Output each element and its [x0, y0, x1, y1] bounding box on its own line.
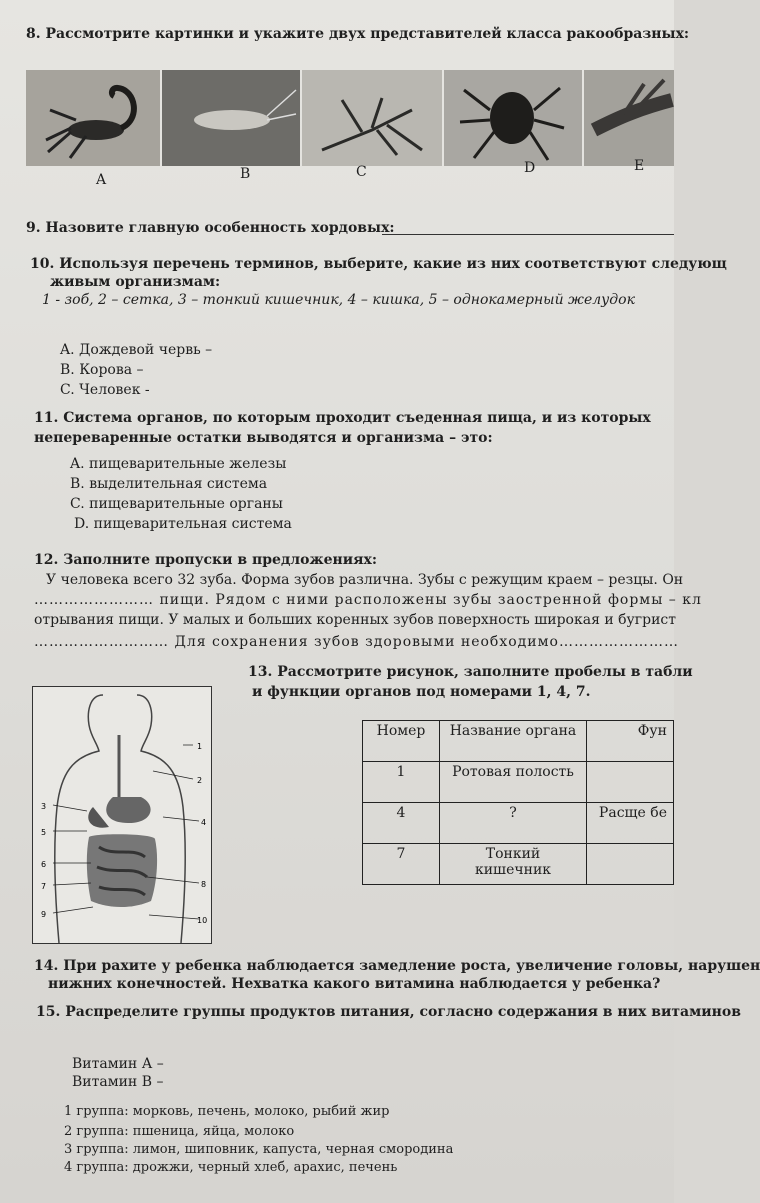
- crayfish-icon: [584, 70, 674, 166]
- figure-number-10: 10: [197, 916, 208, 925]
- digestive-system-figure: [32, 686, 212, 944]
- q12-line4: ……………………… Для сохранения зубов здоровыми необходимо……………………: [34, 634, 679, 650]
- q11-option-b: B. выделительная система: [70, 476, 268, 492]
- table-header-row: [363, 721, 674, 762]
- table-header-number: Номер: [363, 721, 440, 762]
- photo-label-a: A: [96, 172, 107, 188]
- q9-answer-line[interactable]: [382, 234, 674, 235]
- tick-icon: [444, 70, 582, 166]
- q11-title-line1: 11. Система органов, по которым проходит съеденная пища, и из которых: [34, 410, 651, 426]
- q15-vitamin-a: Витамин А –: [72, 1056, 164, 1072]
- q11-title-line2: непереваренные остатки выводятся и организма – это:: [34, 430, 493, 446]
- table-cell-number: 4: [363, 803, 440, 844]
- table-header-function: Фун: [587, 721, 674, 762]
- table-row: [363, 803, 674, 844]
- table-cell-number: 1: [363, 762, 440, 803]
- table-cell-number: 7: [363, 844, 440, 885]
- q10-title-line1: 10. Используя перечень терминов, выберите, какие из них соответствуют следующ: [30, 256, 727, 272]
- table-cell-name[interactable]: ?: [440, 803, 587, 844]
- q14-line2: нижних конечностей. Нехватка какого витамина наблюдается у ребенка?: [48, 976, 661, 992]
- table-row: [363, 762, 674, 803]
- q12-line3: отрывания пищи. У малых и больших коренных зубов поверхность широкая и бугрист: [34, 612, 677, 628]
- q10-option-a: A. Дождевой червь –: [60, 342, 213, 358]
- shrimp-photo: [162, 70, 300, 166]
- photo-label-e: E: [634, 158, 645, 174]
- figure-number-8: 8: [201, 880, 207, 889]
- scorpion-photo: [26, 70, 160, 166]
- figure-number-1: 1: [197, 742, 203, 751]
- q15-title: 15. Распределите группы продуктов питания, согласно содержания в них витаминов: [36, 1004, 741, 1020]
- q12-line2: …………………… пищи. Рядом с ними расположены зубы заостренной формы – кл: [34, 592, 702, 608]
- q10-terms: 1 - зоб, 2 – сетка, 3 – тонкий кишечник, 4 – кишка, 5 – однокамерный желудок: [42, 292, 635, 308]
- q9-title: 9. Назовите главную особенность хордовых:: [26, 220, 395, 236]
- q15-group-3: 3 группа: лимон, шиповник, капуста, черная смородина: [64, 1142, 454, 1157]
- figure-number-3: 3: [41, 802, 47, 811]
- q15-group-4: 4 группа: дрожжи, черный хлеб, арахис, печень: [64, 1160, 398, 1175]
- q10-option-b: B. Корова –: [60, 362, 144, 378]
- figure-number-5: 5: [41, 828, 47, 837]
- crayfish-photo: [584, 70, 674, 166]
- table-cell-function[interactable]: [587, 844, 674, 885]
- q15-group-2: 2 группа: пшеница, яйца, молоко: [64, 1124, 295, 1139]
- q12-title: 12. Заполните пропуски в предложениях:: [34, 552, 378, 568]
- q8-title: 8. Рассмотрите картинки и укажите двух представителей класса ракообразных:: [26, 26, 690, 42]
- figure-number-7: 7: [41, 882, 47, 891]
- figure-number-2: 2: [197, 776, 203, 785]
- mantis-icon: [302, 70, 442, 166]
- scorpion-icon: [26, 70, 160, 166]
- photo-label-d: D: [524, 160, 536, 176]
- q11-option-c: C. пищеварительные органы: [70, 496, 283, 512]
- digestive-system-icon: [33, 687, 211, 943]
- photo-label-b: B: [240, 166, 251, 182]
- q15-vitamin-b: Витамин В –: [72, 1074, 164, 1090]
- tick-photo: [444, 70, 582, 166]
- table-cell-name: Ротовая полость: [440, 762, 587, 803]
- photo-label-c: C: [356, 164, 367, 180]
- q10-option-c: C. Человек -: [60, 382, 150, 398]
- figure-number-9: 9: [41, 910, 47, 919]
- q13-title-line2: и функции органов под номерами 1, 4, 7.: [252, 684, 591, 700]
- q14-line1: 14. При рахите у ребенка наблюдается замедление роста, увеличение головы, нарушен: [34, 958, 760, 974]
- figure-number-6: 6: [41, 860, 47, 869]
- q12-line1: У человека всего 32 зуба. Форма зубов различна. Зубы с режущим краем – резцы. Он: [46, 572, 684, 588]
- organs-table: [362, 720, 674, 885]
- q10-title-line2: живым организмам:: [50, 274, 221, 290]
- table-header-name: Название органа: [440, 721, 587, 762]
- table-row: [363, 844, 674, 885]
- shrimp-icon: [162, 70, 300, 166]
- table-cell-function: Расще бе: [587, 803, 674, 844]
- mantis-photo: [302, 70, 442, 166]
- q13-title-line1: 13. Рассмотрите рисунок, заполните пробелы в табли: [248, 664, 693, 680]
- q11-option-a: A. пищеварительные железы: [70, 456, 287, 472]
- table-cell-name: Тонкий кишечник: [440, 844, 587, 885]
- q15-group-1: 1 группа: морковь, печень, молоко, рыбий жир: [64, 1104, 390, 1119]
- figure-number-4: 4: [201, 818, 207, 827]
- table-cell-function[interactable]: [587, 762, 674, 803]
- q11-option-d: D. пищеварительная система: [74, 516, 292, 532]
